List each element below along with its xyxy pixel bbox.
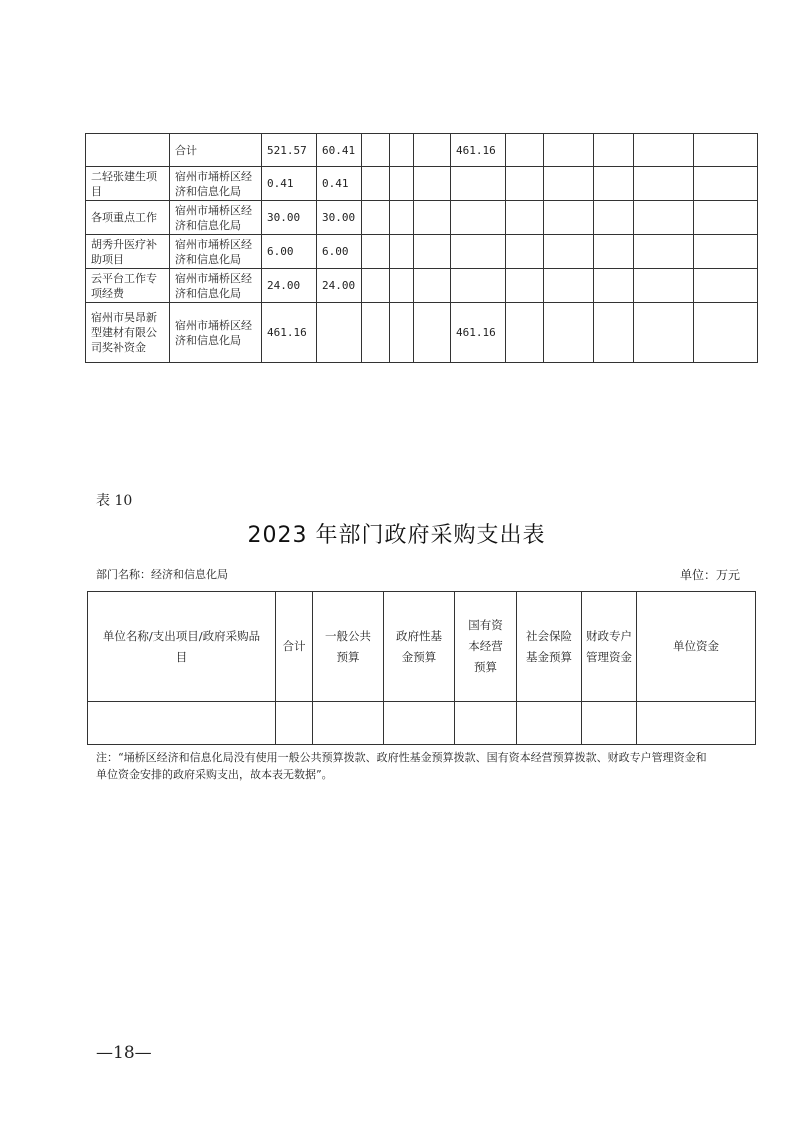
- column-header: 财政专户管理资金: [582, 592, 637, 702]
- table-row: 宿州市昊昂新型建材有限公司奖补资金 宿州市埇桥区经济和信息化局 461.16 461.16: [86, 303, 758, 363]
- table-row: 合计 521.57 60.41 461.16: [86, 134, 758, 167]
- table-row: 二轻张建生项目 宿州市埇桥区经济和信息化局 0.41 0.41: [86, 167, 758, 201]
- unit-label: 单位：万元: [680, 568, 741, 582]
- column-header: 单位名称/支出项目/政府采购品目: [88, 592, 276, 702]
- table-row: 云平台工作专项经费 宿州市埇桥区经济和信息化局 24.00 24.00: [86, 269, 758, 303]
- column-header: 社会保险基金预算: [517, 592, 582, 702]
- column-header: 合计: [276, 592, 313, 702]
- table-header-row: [88, 592, 756, 702]
- page-number: —18—: [96, 1043, 152, 1063]
- column-header: 一般公共预算: [313, 592, 384, 702]
- page-title: 2023 年部门政府采购支出表: [247, 523, 546, 548]
- table-row: 胡秀升医疗补助项目 宿州市埇桥区经济和信息化局 6.00 6.00: [86, 235, 758, 269]
- table-row: [88, 702, 756, 745]
- column-header: 单位资金: [637, 592, 756, 702]
- department-label: 部门名称：经济和信息化局: [96, 568, 228, 581]
- column-header: 政府性基金预算: [384, 592, 455, 702]
- project-budget-table: [85, 133, 758, 363]
- column-header: 国有资本经营预算: [455, 592, 517, 702]
- table-number: 表 10: [96, 493, 133, 509]
- table-note: 注：“埇桥区经济和信息化局没有使用一般公共预算拨款、政府性基金预算拨款、国有资本经营预算拨款、财政专户管理资金和单位资金安排的政府采购支出，故本表无数据”。: [96, 751, 707, 781]
- procurement-table: [87, 591, 756, 745]
- table-row: 各项重点工作 宿州市埇桥区经济和信息化局 30.00 30.00: [86, 201, 758, 235]
